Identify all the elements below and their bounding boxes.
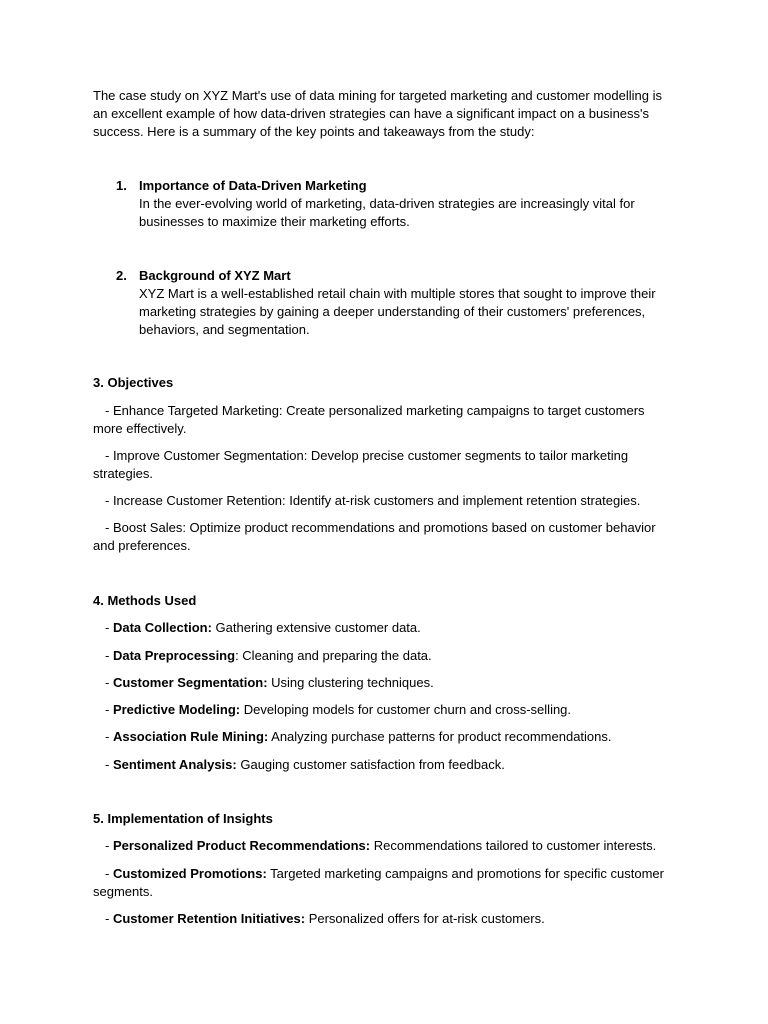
method-dash: - xyxy=(105,729,113,744)
method-item xyxy=(93,647,673,665)
objectives-heading: 3. Objectives xyxy=(93,375,174,390)
implementation-dash: - xyxy=(105,838,113,853)
method-label: Association Rule Mining: xyxy=(112,729,269,744)
objective-text: - Improve Customer Segmentation: Develop precise customer segments to tailor marketing strategies. xyxy=(93,448,629,481)
implementation-dash: - xyxy=(105,911,113,926)
method-item xyxy=(93,756,673,774)
method-label: Data Preprocessing xyxy=(112,648,236,663)
intro-paragraph: The case study on XYZ Mart's use of data mining for targeted marketing and customer modelling is an excellent example of how data-driven strategies can have a significant impact on a business's success. Here is a summary of the key points and takeaways from the study: xyxy=(93,88,662,139)
implementation-item xyxy=(93,837,673,855)
implementation-label: Customized Promotions: xyxy=(112,866,267,881)
item-title: Importance of Data-Driven Marketing xyxy=(139,178,367,193)
item-title: Background of XYZ Mart xyxy=(139,268,291,283)
method-text: Gauging customer satisfaction from feedback. xyxy=(236,757,505,772)
item-number: 1. xyxy=(116,178,127,193)
method-dash: - xyxy=(105,620,113,635)
implementation-label: Customer Retention Initiatives: xyxy=(112,911,306,926)
method-label: Data Collection: xyxy=(112,620,212,635)
implementation-item xyxy=(93,910,673,928)
method-item xyxy=(93,619,673,637)
method-dash: - xyxy=(105,757,113,772)
method-dash: - xyxy=(105,675,113,690)
item-number: 2. xyxy=(116,268,127,283)
method-text: Developing models for customer churn and cross-selling. xyxy=(240,702,572,717)
method-label: Predictive Modeling: xyxy=(112,702,241,717)
objective-item xyxy=(93,447,673,483)
objective-text: - Boost Sales: Optimize product recommendations and promotions based on customer behavior and preferences. xyxy=(93,520,656,553)
method-label: Customer Segmentation: xyxy=(112,675,268,690)
implementation-dash: - xyxy=(105,866,113,881)
objective-item xyxy=(93,492,673,510)
method-text: Analyzing purchase patterns for product recommendations. xyxy=(268,729,612,744)
method-text: : Cleaning and preparing the data. xyxy=(235,648,432,663)
implementation-label: Personalized Product Recommendations: xyxy=(112,838,371,853)
method-item xyxy=(93,674,673,692)
implementation-text: Personalized offers for at-risk customers. xyxy=(305,911,545,926)
objective-text: - Increase Customer Retention: Identify at-risk customers and implement retention strategies. xyxy=(105,493,641,508)
method-text: Using clustering techniques. xyxy=(267,675,434,690)
method-item xyxy=(93,701,673,719)
implementation-heading: 5. Implementation of Insights xyxy=(93,811,273,826)
objective-item xyxy=(93,519,673,555)
implementation-item xyxy=(93,865,673,901)
method-text: Gathering extensive customer data. xyxy=(211,620,421,635)
implementation-text: Targeted marketing campaigns and promotions for specific customer segments. xyxy=(93,866,664,899)
method-label: Sentiment Analysis: xyxy=(112,757,237,772)
item-body: In the ever-evolving world of marketing, data-driven strategies are increasingly vital for businesses to maximize their marketing efforts. xyxy=(139,196,635,229)
implementation-text: Recommendations tailored to customer interests. xyxy=(370,838,657,853)
item-body: XYZ Mart is a well-established retail chain with multiple stores that sought to improve their marketing strategies by gaining a deeper understanding of their customers' preferences, behaviors, and segmentation. xyxy=(139,286,656,337)
objective-text: - Enhance Targeted Marketing: Create personalized marketing campaigns to target customers more effectively. xyxy=(93,403,645,436)
methods-heading: 4. Methods Used xyxy=(93,593,197,608)
method-item xyxy=(93,728,673,746)
method-dash: - xyxy=(105,702,113,717)
method-dash: - xyxy=(105,648,113,663)
objective-item xyxy=(93,402,673,438)
